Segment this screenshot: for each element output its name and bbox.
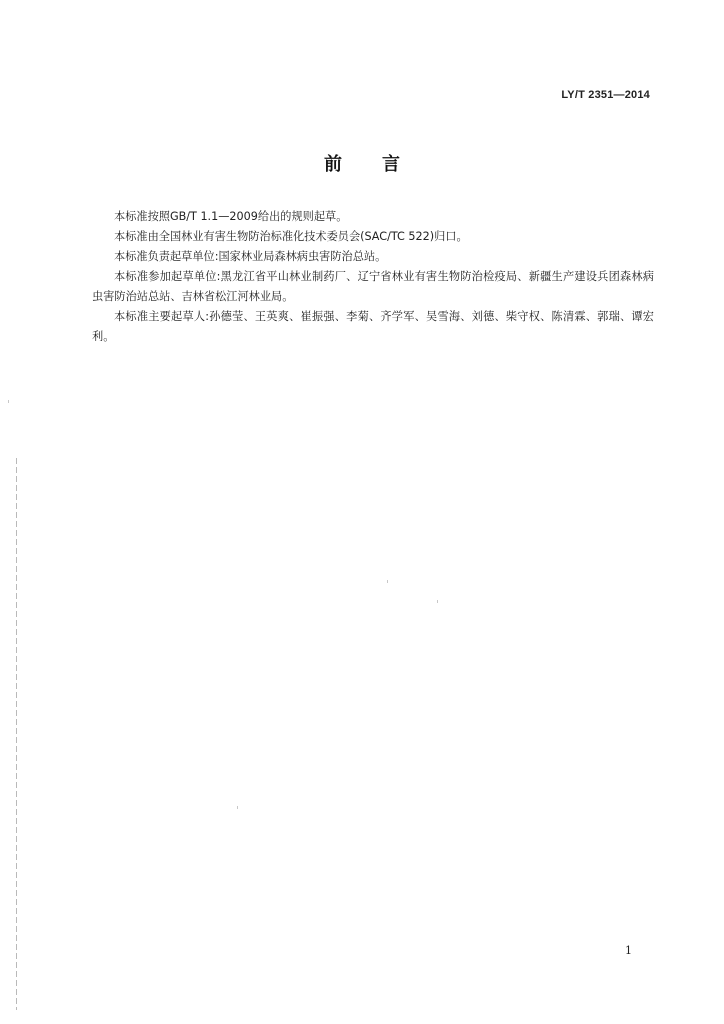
paragraph-technical-committee: 本标准由全国林业有害生物防治标准化技术委员会(SAC/TC 522)归口。 <box>114 230 468 243</box>
scan-speck <box>237 806 238 809</box>
page-title: 前言 <box>324 154 440 175</box>
scan-speck <box>387 580 388 583</box>
paragraph-responsible-drafter: 本标准负责起草单位:国家林业局森林病虫害防治总站。 <box>114 250 387 263</box>
scan-edge-artifact <box>16 458 17 1010</box>
paragraph-main-drafters: 本标准主要起草人:孙德莹、王英爽、崔振强、李菊、齐学军、吴雪海、刘德、柴守权、陈清霖、郭瑞、谭宏利。 <box>92 310 654 343</box>
page-number: 1 <box>625 944 632 957</box>
scan-speck <box>8 400 9 403</box>
scan-speck <box>437 600 438 603</box>
foreword-body <box>92 207 654 347</box>
standard-code: LY/T 2351—2014 <box>561 89 650 101</box>
paragraph-drafting-rules: 本标准按照GB/T 1.1—2009给出的规则起草。 <box>114 210 348 223</box>
paragraph-participating-drafters: 本标准参加起草单位:黑龙江省平山林业制药厂、辽宁省林业有害生物防治检疫局、新疆生产建设兵团森林病虫害防治站总站、吉林省松江河林业局。 <box>92 270 654 303</box>
